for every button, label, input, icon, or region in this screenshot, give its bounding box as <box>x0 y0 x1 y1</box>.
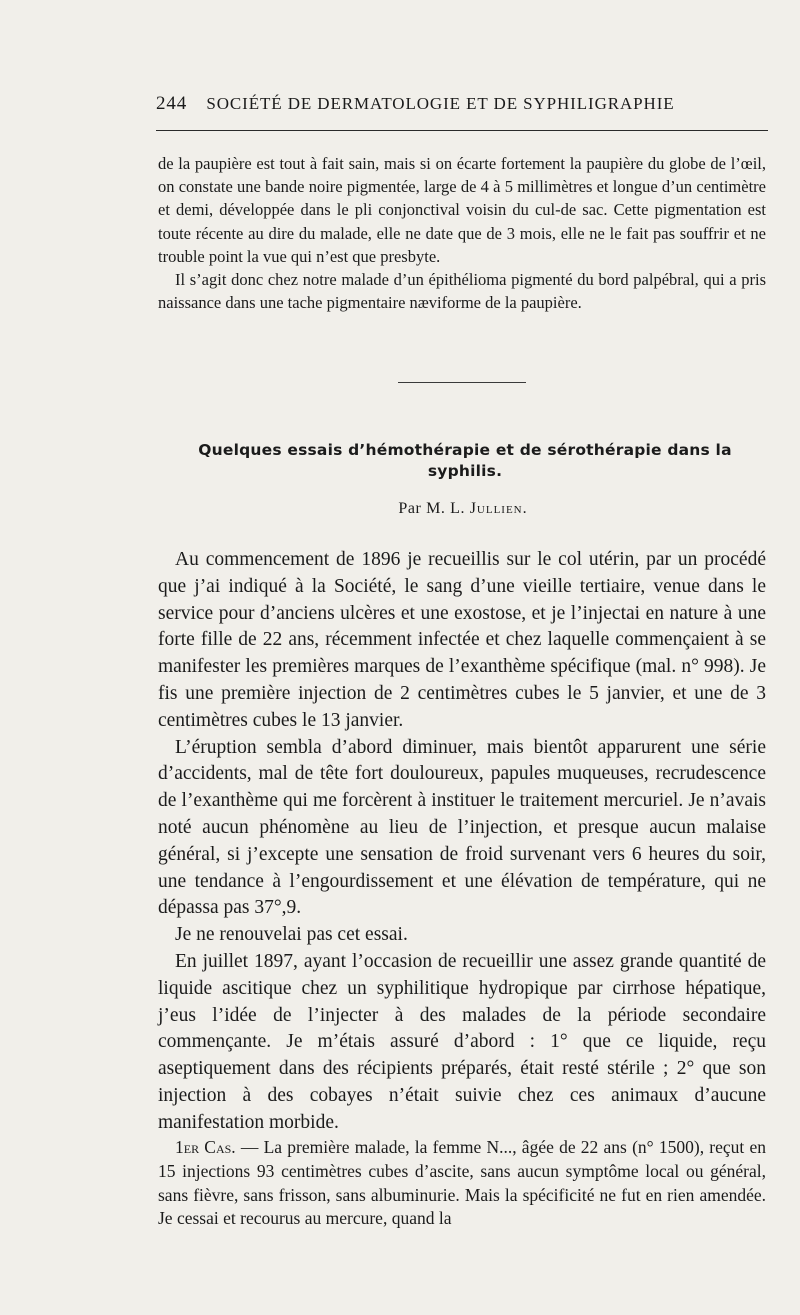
case-report <box>158 1136 766 1231</box>
section-separator <box>398 382 526 383</box>
author-name: Jullien. <box>469 500 528 517</box>
paragraph: de la paupière est tout à fait sain, mais si on écarte fortement la paupière du globe de l’œil, on constate une bande noire pigmentée, large de 4 à 5 millimètres et longue d’un centimètre et demi, développée dans le pli conjonctival voisin du cul-de sac. Cette pigmentation est toute récente au dire du malade, elle ne date que de 3 mois, elle ne le fait pas souffrir et ne trouble point la vue qui n’est que presbyte. <box>158 154 766 266</box>
previous-article-text <box>158 152 766 314</box>
article-body <box>158 547 766 1137</box>
case-label: 1er Cas. — <box>175 1137 259 1157</box>
paragraph: Au commencement de 1896 je recueillis sur le col utérin, par un procédé que j’ai indiqué à la Société, le sang d’une vieille tertiaire, venue dans le service pour d’anciens ulcères et une exostose, et je l’injectai en nature à une forte fille de 22 ans, récemment infectée et chez laquelle commençaient à se manifester les premières marques de l’exanthème spécifique (mal. n° 998). Je fis une première injection de 2 centimètres cubes le 5 janvier, et une de 3 centimètres cubes le 13 janvier. <box>158 549 766 731</box>
running-header <box>156 93 766 115</box>
paragraph: En juillet 1897, ayant l’occasion de recueillir une assez grande quantité de liquide ascitique chez un syphilitique hydropique par cirrhose hépatique, j’eus l’idée de l’injecter à des malades de la période secondaire commençante. Je m’étais assuré d’abord : 1° que ce liquide, reçu aseptiquement dans des récipients préparés, était resté stérile ; 2° que son injection à des cobayes n’était suivie chez ces animaux d’aucune manifestation morbide. <box>158 950 766 1133</box>
paragraph: L’éruption sembla d’abord diminuer, mais bientôt apparurent une série d’accidents, mal de tête fort douloureux, papules muqueuses, recrudescence de l’exanthème qui me forcèrent à instituer le traitement mercuriel. Je n’avais noté aucun phénomène au lieu de l’injection, et presque aucun malaise général, si j’excepte une sensation de froid survenant vers 6 heures du soir, une tendance à l’engourdissement et une élévation de température, qui ne dépassa pas 37°,9. <box>158 736 766 919</box>
paragraph <box>158 1136 766 1231</box>
header-rule <box>156 130 768 131</box>
byline <box>158 500 768 518</box>
byline-prefix: Par M. L. <box>398 500 470 517</box>
paragraph: Je ne renouvelai pas cet essai. <box>175 924 408 946</box>
case-text: La première malade, la femme N..., âgée de 22 ans (n° 1500), reçut en 15 injections 93 centimètres cubes d’ascite, sans aucun symptôme local ou général, sans fièvre, sans frisson, sans albuminurie. Mais la spécificité ne fut en rien amendée. Je cessai et recourus au mercure, quand la <box>158 1137 766 1229</box>
paragraph: Il s’agit donc chez notre malade d’un épithélioma pigmenté du bord palpébral, qui a pris naissance dans une tache pigmentaire næviforme de la paupière. <box>158 270 766 313</box>
page-number: 244 <box>156 93 188 114</box>
running-title: SOCIÉTÉ DE DERMATOLOGIE ET DE SYPHILIGRAPHIE <box>206 94 675 113</box>
article-title: Quelques essais d’hémothérapie et de sérothérapie dans la syphilis. <box>198 441 732 480</box>
